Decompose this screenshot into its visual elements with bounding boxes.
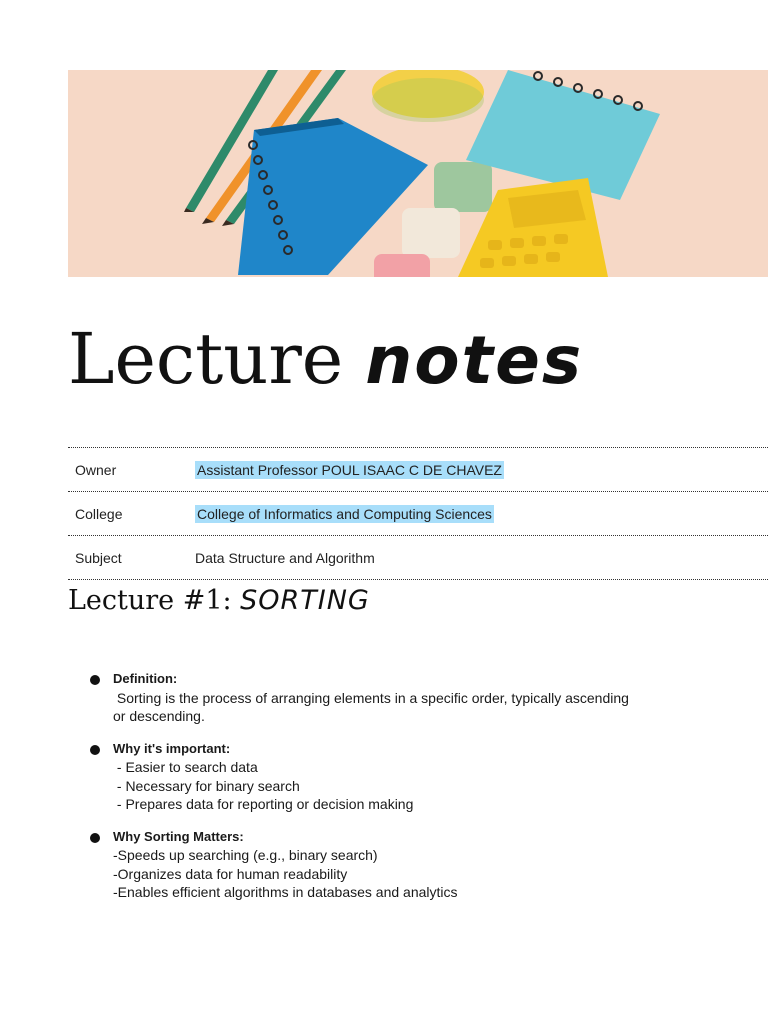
lecture-heading (68, 585, 370, 616)
bullet-line: -Speeds up searching (e.g., binary search) (113, 847, 378, 863)
bullet-icon (90, 675, 100, 685)
bullet-line: or descending. (113, 708, 205, 724)
bullet-line: - Prepares data for reporting or decision making (113, 796, 414, 812)
bullet-line: Sorting is the process of arranging elements in a specific order, typically ascending (113, 689, 629, 706)
bullet-list (90, 670, 730, 916)
bullet-line: - Easier to search data (113, 759, 258, 775)
info-table (68, 447, 768, 580)
bullet-heading: Why Sorting Matters: (113, 828, 244, 844)
page-title (68, 318, 583, 408)
info-row-college (68, 491, 768, 535)
header-image (68, 70, 768, 277)
bullet-line: -Organizes data for human readability (113, 865, 348, 882)
bullet-line: - Necessary for binary search (113, 777, 300, 794)
info-row-owner (68, 447, 768, 491)
info-label: Owner (75, 461, 117, 478)
bullet-icon (90, 833, 100, 843)
green-eraser (434, 162, 492, 212)
cream-eraser (402, 208, 460, 258)
lecture-topic: SORTING (240, 585, 370, 616)
info-value-college: College of Informatics and Computing Sciences (197, 505, 492, 522)
bullet-line: -Enables efficient algorithms in databases and analytics (113, 884, 458, 900)
title-word-notes: notes (365, 322, 584, 399)
pink-eraser (374, 254, 430, 277)
list-item (90, 740, 730, 814)
title-word-lecture: Lecture (68, 318, 344, 400)
yellow-sticky-note (372, 70, 484, 122)
list-item (90, 670, 730, 726)
list-item (90, 828, 730, 902)
info-label: College (75, 505, 123, 522)
bullet-heading: Definition: (113, 671, 178, 686)
lecture-prefix: Lecture #1: (68, 585, 232, 616)
bullet-heading: Why it's important: (113, 740, 231, 756)
info-label: Subject (75, 549, 122, 566)
bullet-icon (90, 745, 100, 755)
info-row-subject (68, 535, 768, 580)
info-value-subject: Data Structure and Algorithm (195, 549, 375, 566)
info-value-owner: Assistant Professor POUL ISAAC C DE CHAVEZ (197, 461, 502, 478)
